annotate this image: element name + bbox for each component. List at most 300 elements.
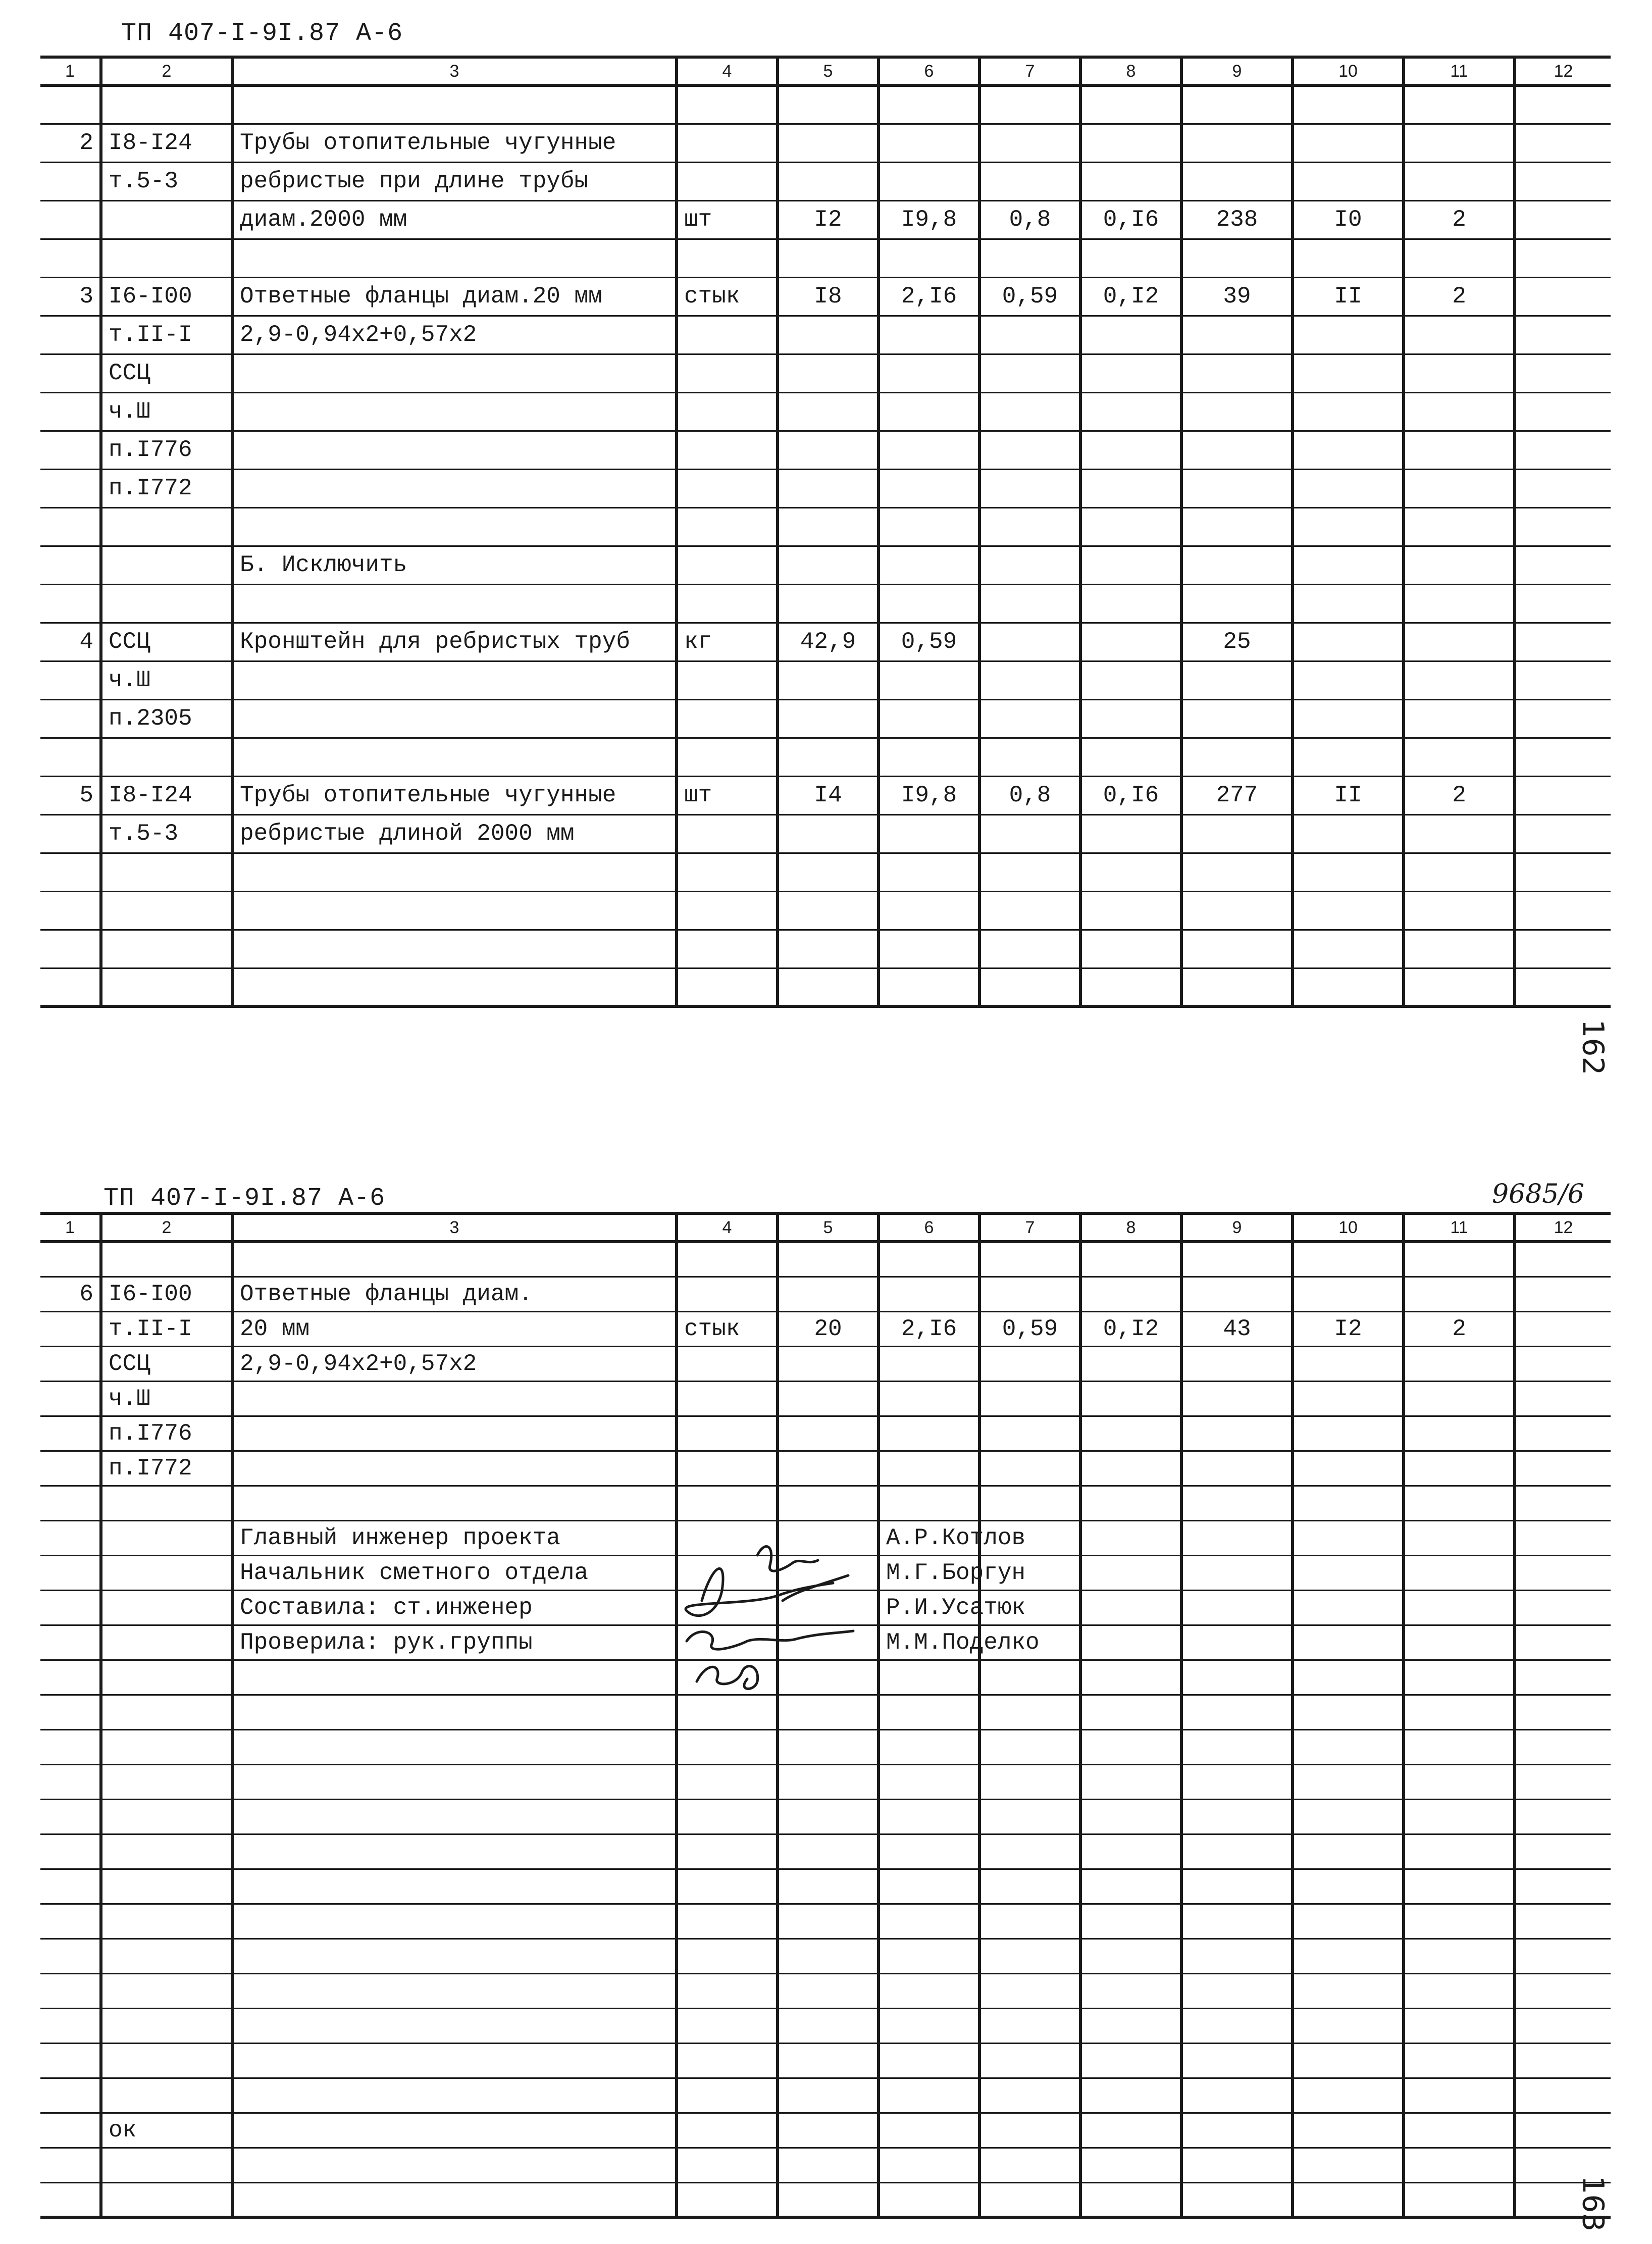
table-cell xyxy=(40,1311,101,1346)
table-cell xyxy=(778,1834,879,1869)
column-header: 11 xyxy=(1404,57,1515,85)
table-cell: 39 xyxy=(1181,277,1293,316)
table-cell xyxy=(1404,85,1515,124)
table-cell xyxy=(1515,661,1611,699)
table-cell xyxy=(677,584,778,623)
table-cell: 2 xyxy=(1404,277,1515,316)
table-cell xyxy=(1515,1555,1611,1590)
table-cell xyxy=(101,85,232,124)
table-cell xyxy=(879,1764,979,1799)
table-cell xyxy=(40,1973,101,2008)
table-cell xyxy=(879,1486,979,1520)
table-cell xyxy=(40,1416,101,1451)
table-row xyxy=(40,507,1611,546)
table-cell xyxy=(1080,738,1181,776)
table-cell xyxy=(1181,699,1293,738)
table-cell xyxy=(1293,162,1404,200)
table-cell xyxy=(1080,1346,1181,1381)
table-cell xyxy=(677,1242,778,1277)
table-cell xyxy=(232,1799,677,1834)
table-cell xyxy=(979,1973,1080,2008)
table-cell xyxy=(1293,1904,1404,1939)
header-row xyxy=(40,1213,1611,1242)
table-row xyxy=(40,162,1611,200)
table-cell xyxy=(677,661,778,699)
table-cell xyxy=(40,814,101,853)
table-cell: диам.2000 мм xyxy=(232,200,677,239)
table-cell xyxy=(232,968,677,1006)
table-cell xyxy=(979,316,1080,354)
table-cell xyxy=(40,316,101,354)
table-cell xyxy=(1515,776,1611,814)
table-cell xyxy=(778,2182,879,2217)
table-cell xyxy=(1404,1939,1515,1973)
table-cell xyxy=(979,930,1080,968)
table-cell xyxy=(232,392,677,431)
column-header: 10 xyxy=(1293,1213,1404,1242)
table-cell xyxy=(40,1381,101,1416)
table-cell: 2 xyxy=(40,124,101,162)
table-cell xyxy=(778,2043,879,2078)
sheet2-code: ТП 407-I-9I.87 А-6 xyxy=(104,1184,386,1213)
table-cell xyxy=(1181,1695,1293,1729)
table-cell xyxy=(1515,1695,1611,1729)
table-cell xyxy=(1293,1346,1404,1381)
table-cell xyxy=(101,1939,232,1973)
table-cell xyxy=(778,546,879,584)
table-cell xyxy=(1080,546,1181,584)
table-row xyxy=(40,200,1611,239)
table-cell xyxy=(1293,469,1404,507)
table-cell xyxy=(778,1242,879,1277)
table-cell xyxy=(232,1486,677,1520)
table-cell xyxy=(979,2182,1080,2217)
table-cell xyxy=(1181,584,1293,623)
table-cell xyxy=(40,2008,101,2043)
table-cell xyxy=(1515,1486,1611,1520)
table-cell xyxy=(1515,891,1611,930)
table-cell xyxy=(1404,1277,1515,1311)
table-cell xyxy=(879,1277,979,1311)
table-cell xyxy=(1181,469,1293,507)
table-cell xyxy=(879,1729,979,1764)
table-cell: А.Р.Котлов xyxy=(879,1520,979,1555)
table-cell: М.Г.Боргун xyxy=(879,1555,979,1590)
table-cell: 2,I6 xyxy=(879,1311,979,1346)
table-cell xyxy=(1181,1555,1293,1590)
table-cell xyxy=(1080,316,1181,354)
table-cell: т.5-3 xyxy=(101,814,232,853)
table-cell xyxy=(979,124,1080,162)
table-cell xyxy=(40,1729,101,1764)
table-cell xyxy=(677,2008,778,2043)
table-cell xyxy=(1515,968,1611,1006)
table-cell: Начальник сметного отдела xyxy=(232,1555,677,1590)
table-cell xyxy=(101,853,232,891)
table-cell xyxy=(1404,699,1515,738)
table-cell xyxy=(1080,1834,1181,1869)
table-cell xyxy=(232,1904,677,1939)
table-cell xyxy=(40,2078,101,2113)
table-cell xyxy=(677,814,778,853)
table-cell xyxy=(1080,1625,1181,1660)
table-cell xyxy=(778,354,879,392)
table-cell xyxy=(879,1242,979,1277)
table-cell xyxy=(1404,2148,1515,2182)
table-cell xyxy=(1181,1904,1293,1939)
table-cell xyxy=(1080,1869,1181,1904)
column-header: 5 xyxy=(778,57,879,85)
table-cell: 0,59 xyxy=(979,277,1080,316)
table-cell xyxy=(1181,2008,1293,2043)
table-cell xyxy=(1080,814,1181,853)
table-cell xyxy=(879,2148,979,2182)
table-cell xyxy=(979,162,1080,200)
table-cell xyxy=(101,1695,232,1729)
table-cell xyxy=(979,1834,1080,1869)
table-cell xyxy=(101,200,232,239)
table-cell: 43 xyxy=(1181,1311,1293,1346)
table-cell xyxy=(979,1799,1080,1834)
table-cell xyxy=(1404,2008,1515,2043)
table-cell xyxy=(879,2008,979,2043)
table-cell: п.I776 xyxy=(101,431,232,469)
table-cell xyxy=(101,2182,232,2217)
table-cell xyxy=(778,2148,879,2182)
table-cell xyxy=(232,1764,677,1799)
table-cell xyxy=(677,1486,778,1520)
table-cell xyxy=(979,469,1080,507)
table-row xyxy=(40,1764,1611,1799)
table-cell xyxy=(1080,392,1181,431)
table-cell: 2 xyxy=(1404,776,1515,814)
table-row xyxy=(40,853,1611,891)
table-cell xyxy=(979,968,1080,1006)
table-cell xyxy=(1293,738,1404,776)
table-cell xyxy=(1080,239,1181,277)
table-cell xyxy=(232,2182,677,2217)
table-cell xyxy=(1515,85,1611,124)
table-cell: Ответные фланцы диам. xyxy=(232,1277,677,1311)
table-cell xyxy=(778,814,879,853)
table-cell xyxy=(40,1451,101,1486)
table-row xyxy=(40,2043,1611,2078)
table-cell xyxy=(1404,584,1515,623)
table-cell xyxy=(40,699,101,738)
table-cell xyxy=(1293,1520,1404,1555)
table-cell xyxy=(778,1451,879,1486)
table-cell xyxy=(677,392,778,431)
table-row xyxy=(40,1904,1611,1939)
table-cell xyxy=(778,1729,879,1764)
table-cell xyxy=(40,2148,101,2182)
table-cell xyxy=(979,1904,1080,1939)
table-row xyxy=(40,699,1611,738)
table-row xyxy=(40,661,1611,699)
table-cell xyxy=(1181,738,1293,776)
table-cell xyxy=(979,2078,1080,2113)
table-cell xyxy=(879,891,979,930)
table-cell xyxy=(1080,2078,1181,2113)
table-cell xyxy=(1293,1973,1404,2008)
table-cell xyxy=(1080,661,1181,699)
table-cell xyxy=(1080,968,1181,1006)
table-cell xyxy=(232,1695,677,1729)
table-cell xyxy=(1293,1555,1404,1590)
table-cell xyxy=(40,1486,101,1520)
table-cell: 0,8 xyxy=(979,200,1080,239)
table-row xyxy=(40,1799,1611,1834)
table-cell xyxy=(778,1764,879,1799)
table-cell xyxy=(1404,124,1515,162)
table-cell xyxy=(1181,891,1293,930)
table-cell xyxy=(1080,162,1181,200)
table-cell xyxy=(879,1346,979,1381)
table-cell xyxy=(1515,469,1611,507)
table-cell xyxy=(40,2113,101,2148)
table-cell xyxy=(879,1869,979,1904)
column-header: 12 xyxy=(1515,1213,1611,1242)
table-cell xyxy=(1080,623,1181,661)
table-cell xyxy=(1293,1764,1404,1799)
table-cell: 0,I6 xyxy=(1080,776,1181,814)
table-cell xyxy=(1293,316,1404,354)
table-cell xyxy=(1515,316,1611,354)
table-cell xyxy=(677,930,778,968)
table-cell xyxy=(101,2148,232,2182)
table-cell xyxy=(677,546,778,584)
table-cell xyxy=(40,738,101,776)
table-cell xyxy=(1515,1869,1611,1904)
table-cell xyxy=(1293,2043,1404,2078)
table-row xyxy=(40,814,1611,853)
table-cell xyxy=(778,1486,879,1520)
table-cell xyxy=(677,1277,778,1311)
table-cell xyxy=(677,1764,778,1799)
table-row xyxy=(40,85,1611,124)
table-cell xyxy=(1293,124,1404,162)
table-cell xyxy=(101,891,232,930)
table-cell xyxy=(1080,1590,1181,1625)
table-cell: 20 xyxy=(778,1311,879,1346)
column-header: 2 xyxy=(101,57,232,85)
table-cell xyxy=(1181,1381,1293,1416)
table-cell: т.5-3 xyxy=(101,162,232,200)
table-cell xyxy=(979,891,1080,930)
table-cell xyxy=(1404,1381,1515,1416)
table-cell xyxy=(778,1869,879,1904)
table-cell xyxy=(40,1590,101,1625)
table-cell xyxy=(1293,1834,1404,1869)
signature-scribbles xyxy=(666,1535,919,1697)
table-cell xyxy=(1080,469,1181,507)
column-header: 7 xyxy=(979,1213,1080,1242)
table-cell xyxy=(1080,1799,1181,1834)
table-cell xyxy=(1404,316,1515,354)
table-cell xyxy=(1080,2113,1181,2148)
table-cell xyxy=(879,814,979,853)
table-cell xyxy=(879,546,979,584)
table-cell xyxy=(778,699,879,738)
table-cell xyxy=(101,1555,232,1590)
table-cell: ССЦ xyxy=(101,623,232,661)
table-cell: I8 xyxy=(778,277,879,316)
table-cell xyxy=(778,2113,879,2148)
table-cell xyxy=(1515,1764,1611,1799)
table-cell xyxy=(1181,2078,1293,2113)
table-cell: I2 xyxy=(1293,1311,1404,1346)
table-cell: Главный инженер проекта xyxy=(232,1520,677,1555)
table-cell xyxy=(40,1799,101,1834)
table-cell: п.I772 xyxy=(101,1451,232,1486)
table-cell xyxy=(101,546,232,584)
table-cell xyxy=(778,661,879,699)
table-cell: 2 xyxy=(1404,1311,1515,1346)
table-cell xyxy=(979,1381,1080,1416)
sheet2-handwritten-ref: 9685/6 xyxy=(1492,1179,1584,1209)
table-cell xyxy=(1181,1939,1293,1973)
table-cell xyxy=(1181,546,1293,584)
table-cell xyxy=(101,1764,232,1799)
table-cell xyxy=(979,1451,1080,1486)
table-cell xyxy=(1404,1973,1515,2008)
table-cell xyxy=(101,1869,232,1904)
table-cell xyxy=(1080,1416,1181,1451)
table-cell xyxy=(40,1555,101,1590)
table-cell xyxy=(1080,1277,1181,1311)
table-cell xyxy=(1181,316,1293,354)
table-cell: п.I772 xyxy=(101,469,232,507)
table-cell xyxy=(677,2043,778,2078)
table-cell: стык xyxy=(677,1311,778,1346)
table-cell: Проверила: рук.группы xyxy=(232,1625,677,1660)
table-cell xyxy=(979,1695,1080,1729)
table-cell xyxy=(677,354,778,392)
table-cell xyxy=(1404,891,1515,930)
table-cell xyxy=(879,584,979,623)
table-cell xyxy=(1404,2113,1515,2148)
table-cell: 0,I2 xyxy=(1080,277,1181,316)
table-cell xyxy=(1404,239,1515,277)
table-cell xyxy=(101,1904,232,1939)
table-cell xyxy=(979,431,1080,469)
sheet2-page-number: 163 xyxy=(1576,2175,1611,2232)
table-cell xyxy=(1293,507,1404,546)
table-cell xyxy=(232,507,677,546)
table-cell xyxy=(1515,1346,1611,1381)
table-cell xyxy=(879,1381,979,1416)
table-cell xyxy=(1181,507,1293,546)
table-cell: 2,I6 xyxy=(879,277,979,316)
table-cell xyxy=(1515,1311,1611,1346)
table-cell xyxy=(101,1799,232,1834)
table-cell xyxy=(232,1242,677,1277)
table-cell: II xyxy=(1293,277,1404,316)
table-cell xyxy=(101,584,232,623)
table-cell xyxy=(879,1904,979,1939)
table-cell xyxy=(778,1277,879,1311)
table-cell xyxy=(1404,354,1515,392)
table-row xyxy=(40,316,1611,354)
table-row xyxy=(40,891,1611,930)
table-cell xyxy=(40,661,101,699)
table-cell xyxy=(1293,239,1404,277)
table-cell xyxy=(778,124,879,162)
table-cell: ч.Ш xyxy=(101,661,232,699)
table-row xyxy=(40,1695,1611,1729)
table-cell xyxy=(979,853,1080,891)
table-cell xyxy=(979,507,1080,546)
table-cell xyxy=(40,1520,101,1555)
table-cell xyxy=(1515,1590,1611,1625)
table-cell xyxy=(1181,2182,1293,2217)
table-cell: 0,I6 xyxy=(1080,200,1181,239)
table-cell xyxy=(677,239,778,277)
table-cell xyxy=(101,1625,232,1660)
table-cell xyxy=(232,1416,677,1451)
table-cell xyxy=(1293,1695,1404,1729)
column-header: 12 xyxy=(1515,57,1611,85)
table-cell xyxy=(40,968,101,1006)
table-cell xyxy=(40,1904,101,1939)
table-row xyxy=(40,1834,1611,1869)
column-header: 5 xyxy=(778,1213,879,1242)
table-cell: Кронштейн для ребристых труб xyxy=(232,623,677,661)
table-cell xyxy=(778,1381,879,1416)
table-cell xyxy=(1293,1660,1404,1695)
table-row xyxy=(40,1451,1611,1486)
table-row xyxy=(40,2078,1611,2113)
table-cell xyxy=(1080,431,1181,469)
table-row xyxy=(40,392,1611,431)
table-cell xyxy=(778,584,879,623)
table-row xyxy=(40,1416,1611,1451)
table-cell xyxy=(1515,200,1611,239)
table-cell xyxy=(232,1381,677,1416)
table-cell xyxy=(979,1869,1080,1904)
table-cell xyxy=(1293,699,1404,738)
table-cell xyxy=(1293,661,1404,699)
table-cell xyxy=(1293,930,1404,968)
table-cell xyxy=(879,1695,979,1729)
table-cell xyxy=(879,239,979,277)
table-cell xyxy=(879,316,979,354)
table-cell xyxy=(1293,853,1404,891)
table-cell xyxy=(1293,623,1404,661)
table-cell: Ответные фланцы диам.20 мм xyxy=(232,277,677,316)
table-cell xyxy=(677,124,778,162)
table-cell: 0,59 xyxy=(979,1311,1080,1346)
column-header: 4 xyxy=(677,57,778,85)
table-cell: шт xyxy=(677,776,778,814)
table-cell xyxy=(879,661,979,699)
table-cell xyxy=(1515,277,1611,316)
table-cell xyxy=(1080,853,1181,891)
table-cell xyxy=(979,1486,1080,1520)
table-cell xyxy=(1293,431,1404,469)
column-header: 6 xyxy=(879,1213,979,1242)
table-cell: I6-I00 xyxy=(101,277,232,316)
column-header: 8 xyxy=(1080,57,1181,85)
table-cell xyxy=(1404,162,1515,200)
table-cell xyxy=(979,2113,1080,2148)
table-cell xyxy=(1080,85,1181,124)
table-cell xyxy=(1080,2148,1181,2182)
table-row xyxy=(40,1381,1611,1416)
table-cell: шт xyxy=(677,200,778,239)
table-cell xyxy=(677,162,778,200)
table-cell xyxy=(979,85,1080,124)
